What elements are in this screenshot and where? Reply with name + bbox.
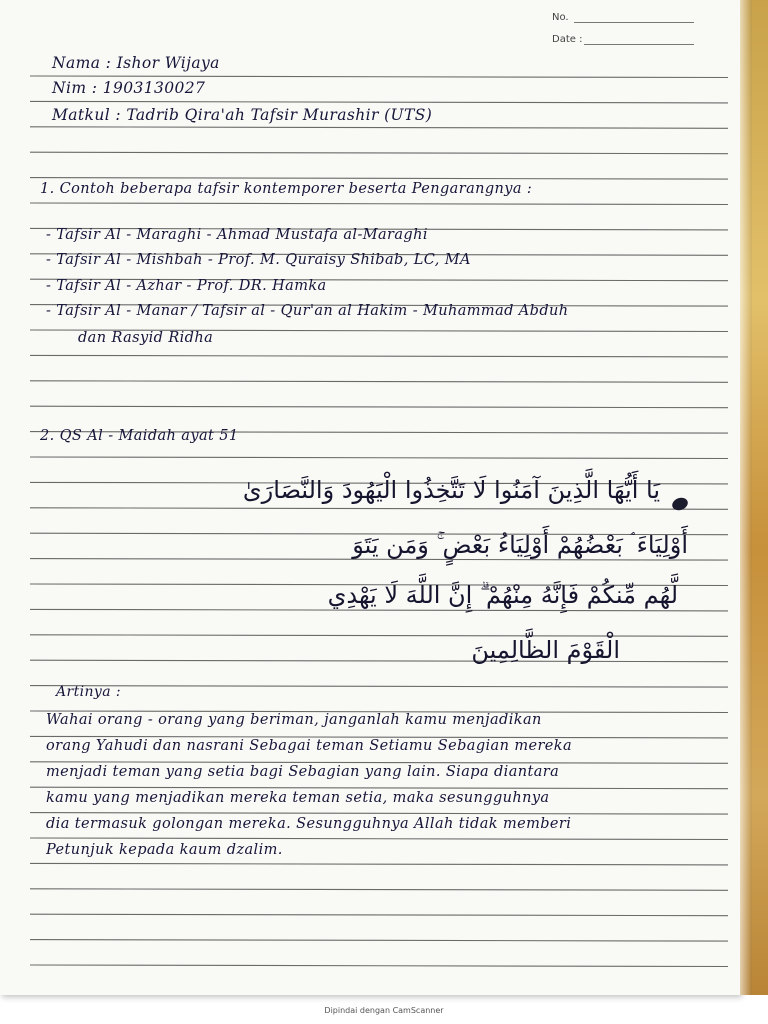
nim-line: Nim : 1903130027 xyxy=(52,79,206,97)
scanner-watermark: Dipindai dengan CamScanner xyxy=(324,1006,444,1015)
ruled-line xyxy=(30,813,728,815)
ruled-line xyxy=(30,940,728,942)
ruled-line xyxy=(30,355,728,357)
question1-heading: 1. Contoh beberapa tafsir kontemporer beserta Pengarangnya : xyxy=(40,181,533,197)
tafsir-item-5: dan Rasyid Ridha xyxy=(78,330,214,346)
ruled-line xyxy=(30,127,728,129)
translation-line-5: dia termasuk golongan mereka. Sesungguhnya Allah tidak memberi xyxy=(46,816,572,832)
ruled-line xyxy=(30,101,728,103)
name-line: Nama : Ishor Wijaya xyxy=(52,54,220,72)
arabic-line-2: أَوْلِيَاءَ ۘ بَعْضُهُمْ أَوْلِيَاءُ بَعْضٍ ۚ وَمَن يَتَوَ xyxy=(352,531,688,559)
ruled-line xyxy=(30,889,728,891)
tafsir-item-3: - Tafsir Al - Azhar - Prof. DR. Hamka xyxy=(46,278,327,294)
translation-line-6: Petunjuk kepada kaum dzalim. xyxy=(46,842,283,858)
ruled-line xyxy=(30,914,728,916)
ruled-line xyxy=(30,863,728,865)
ruled-line xyxy=(30,178,728,180)
no-underline xyxy=(574,22,694,23)
ruled-line xyxy=(30,660,728,662)
ruled-line xyxy=(30,381,728,383)
ruled-line xyxy=(30,609,728,611)
date-label: Date : xyxy=(552,34,583,45)
question2-heading: 2. QS Al - Maidah ayat 51 xyxy=(40,428,239,444)
translation-line-2: orang Yahudi dan nasrani Sebagai teman Setiamu Sebagian mereka xyxy=(46,738,573,754)
no-label: No. xyxy=(552,12,569,23)
course-line: Matkul : Tadrib Qira'ah Tafsir Murashir (UTS) xyxy=(52,106,433,124)
ruled-line xyxy=(30,203,728,205)
ruled-line xyxy=(30,508,728,510)
translation-label: Artinya : xyxy=(56,684,121,700)
ruled-line xyxy=(30,457,728,459)
page-edge-shadow xyxy=(740,0,752,995)
ruled-line xyxy=(30,406,728,408)
ruled-line xyxy=(30,838,728,840)
tafsir-item-4: - Tafsir Al - Manar / Tafsir al - Qur'an al Hakim - Muhammad Abduh xyxy=(46,303,569,319)
arabic-line-4: الْقَوْمَ الظَّالِمِينَ xyxy=(471,636,620,664)
tafsir-item-2: - Tafsir Al - Mishbah - Prof. M. Quraisy Shibab, LC, MA xyxy=(46,252,471,268)
ruled-line xyxy=(30,965,728,967)
ruled-line xyxy=(30,76,728,78)
ruled-line xyxy=(30,635,728,637)
translation-line-3: menjadi teman yang setia bagi Sebagian yang lain. Siapa diantara xyxy=(46,764,560,780)
arabic-line-1: يَا أَيُّهَا الَّذِينَ آمَنُوا لَا تَتَّخِذُوا الْيَهُودَ وَالنَّصَارَىٰ xyxy=(242,476,660,504)
arabic-line-3: لَّهُم مِّنكُمْ فَإِنَّهُ مِنْهُمْ ۗ إِنَّ اللَّهَ لَا يَهْدِي xyxy=(327,581,678,609)
translation-line-1: Wahai orang - orang yang beriman, janganlah kamu menjadikan xyxy=(46,712,542,728)
ruled-line xyxy=(30,787,728,789)
ruled-line xyxy=(30,152,728,154)
ruled-line xyxy=(30,686,728,688)
tafsir-item-1: - Tafsir Al - Maraghi - Ahmad Mustafa al-Maraghi xyxy=(46,227,428,243)
translation-line-4: kamu yang menjadikan mereka teman setia, maka sesungguhnya xyxy=(46,790,550,806)
date-underline xyxy=(584,44,694,45)
